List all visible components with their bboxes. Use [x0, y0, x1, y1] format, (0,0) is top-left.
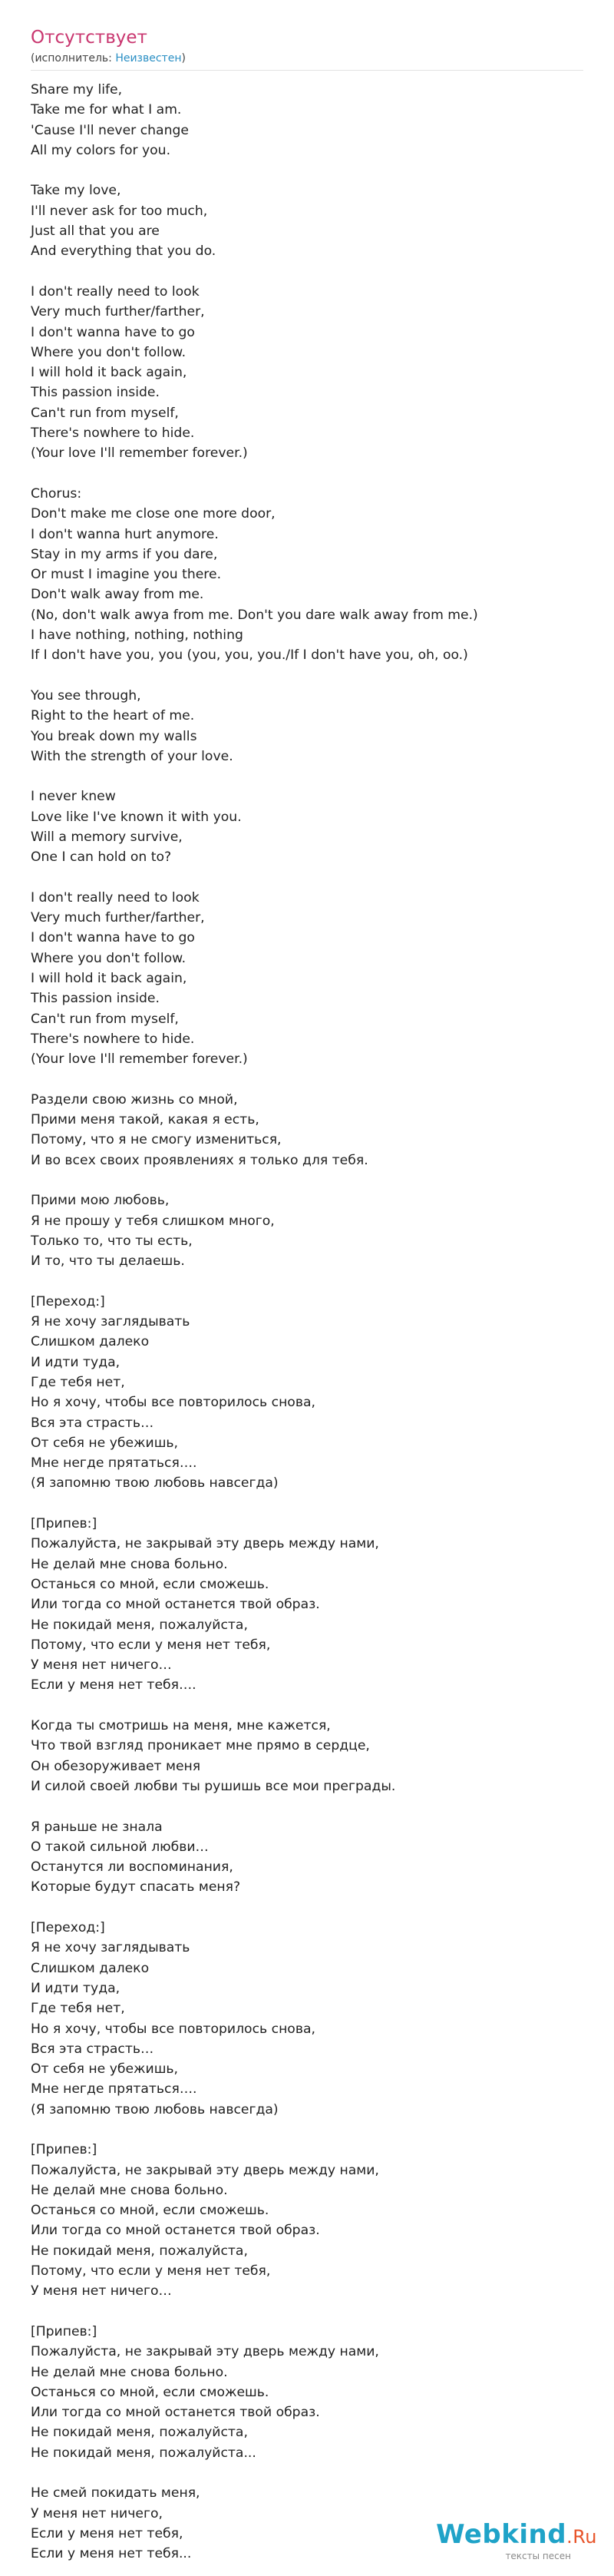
logo-name: Webkind [436, 2519, 567, 2550]
song-title: Отсутствует [31, 28, 147, 48]
artist-prefix: (исполнитель: [31, 52, 116, 65]
webkind-logo[interactable] [428, 2521, 597, 2559]
title-divider [31, 70, 583, 71]
logo-tld: .Ru [566, 2526, 597, 2548]
logo-wordmark [428, 2521, 597, 2551]
artist-link[interactable]: Неизвестен [115, 52, 182, 65]
lyrics-text: Share my life, Take me for what I am. 'Cause I'll never change All my colors for you. Take my love, I'll never ask for too much, Just all that you are And everything that you do. I don't really need to look Very much further/farther, I don't wanna have to go Where you don't follow. I will hold it back again, This passion inside. Can't run from myself, There's nowhere to hide. (Your love I'll remember forever.) Chorus: Don't make me close one more door, I don't wanna hurt anymore. Stay in my arms if you dare, Or must I imagine you there. Don't walk away from me. (No, don't walk awya from me. Don't you dare walk away from me.) I have nothing, nothing, nothing If I don't have you, you (you, you, you./If I don't have you, oh, oo.) You see through, Right to the heart of me. You break down my walls With the strength of your love. I never knew Love like I've known it with you. Will a memory survive, One I can hold on to? I don't really need to look Very much further/farther, I don't wanna have to go Where you don't follow. I will hold it back again, This passion inside. Can't run from myself, There's nowhere to hide. (Your love I'll remember forever.) Раздели свою жизнь со мной, Прими меня такой, какая я есть, Потому, что я не смогу измениться, И во всех своих проявлениях я только для тебя. Прими мою любовь, Я не прошу у тебя слишком много, Только то, что ты есть, И то, что ты делаешь. [Переход:] Я не хочу заглядывать Слишком далеко И идти туда, Где тебя нет, Но я хочу, чтобы все повторилось снова, Вся эта страсть… От себя не убежишь, Мне негде прятаться…. (Я запомню твою любовь навсегда) [Припев:] Пожалуйста, не закрывай эту дверь между нами, Не делай мне снова больно. Останься со мной, если сможешь. Или тогда со мной останется твой образ. Не покидай меня, пожалуйста, Потому, что если у меня нет тебя, У меня нет ничего… Если у меня нет тебя…. Когда ты смотришь на меня, мне кажется, Что твой взгляд проникает мне прямо в сердце, Он обезоруживает меня И силой своей любви ты рушишь все мои преграды. Я раньше не знала О такой сильной любви… Останутся ли воспоминания, Которые будут спасать меня? [Переход:] Я не хочу заглядывать Слишком далеко И идти туда, Где тебя нет, Но я хочу, чтобы все повторилось снова, Вся эта страсть… От себя не убежишь, Мне негде прятаться…. (Я запомню твою любовь навсегда) [Припев:] Пожалуйста, не закрывай эту дверь между нами, Не делай мне снова больно. Останься со мной, если сможешь. Или тогда со мной останется твой образ. Не покидай меня, пожалуйста, Потому, что если у меня нет тебя, У меня нет ничего… [Припев:] Пожалуйста, не закрывай эту дверь между нами, Не делай мне снова больно. Останься со мной, если сможешь. Или тогда со мной останется твой образ. Не покидай меня, пожалуйста, Не покидай меня, пожалуйста... Не смей покидать меня, У меня нет ничего, Если у меня нет тебя, Если у меня нет тебя... [31, 82, 478, 2562]
logo-tagline: тексты песен [505, 2551, 571, 2561]
artist-line [31, 51, 583, 66]
artist-suffix: ) [181, 52, 186, 65]
